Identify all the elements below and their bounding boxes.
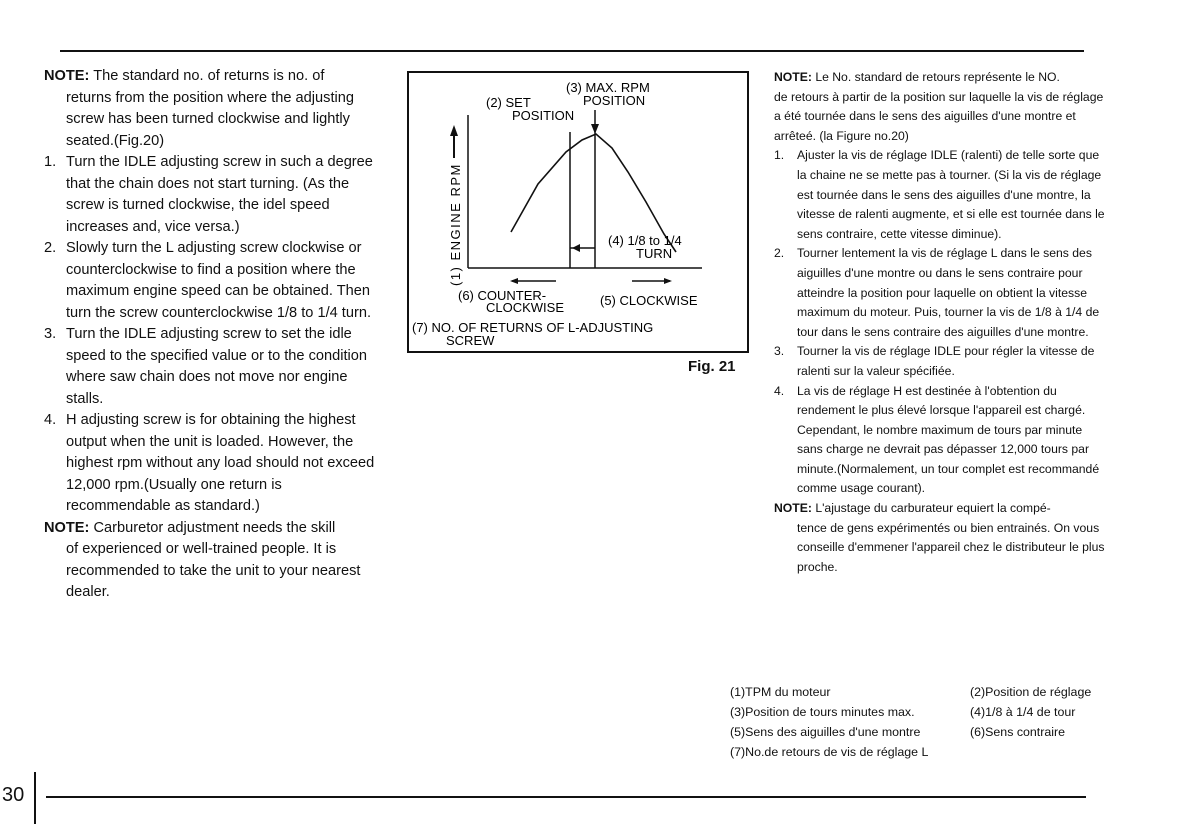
step-number: 4. <box>774 383 785 398</box>
step-number: 2. <box>774 246 785 261</box>
english-step-3 <box>44 324 380 410</box>
legend-item: (1)TPM du moteur <box>730 685 831 699</box>
legend-item: (4)1/8 à 1/4 de tour <box>970 705 1076 719</box>
legend-item: (6)Sens contraire <box>970 725 1066 739</box>
legend <box>730 682 1091 762</box>
legend-item: (5)Sens des aiguilles d'une montre <box>730 725 921 739</box>
french-step-1 <box>774 146 1110 244</box>
french-step-4 <box>774 382 1110 500</box>
step-number: 1. <box>44 154 57 170</box>
note-first-line: The standard no. of returns is no. of <box>93 68 325 84</box>
max-rpm-label-2: POSITION <box>583 93 646 108</box>
step-text: Ajuster la vis de réglage IDLE (ralenti) de telle sorte que la chaine ne se mette pas à tourner. (Si la vis de réglage est tournée dans le sens des aiguilles d'une montre, la vitesse de ralenti augmente, et si elle est tournée dans le sens contraire, cette vitesse diminue). <box>797 148 1105 241</box>
max-rpm-arrowhead <box>591 124 599 134</box>
step-text: Turn the IDLE adjusting screw to set the idle speed to the specified value or to the condition where saw chain does not move nor engine stalls. <box>66 326 367 407</box>
english-note-2 <box>44 518 380 604</box>
step-text: La vis de réglage H est destinée à l'obtention du rendement le plus élevé lorsque l'appareil est chargé. Cependant, le nombre maximum de tours par minute sans charge ne devrait pas dépasser 12,000 tours par minute.(Normalement, un tour complet est recommandé comme usage courant). <box>797 383 1100 496</box>
step-number: 3. <box>774 344 785 359</box>
french-step-3 <box>774 342 1110 381</box>
step-number: 4. <box>44 412 57 428</box>
note-body: de retours à partir de la position sur laquelle la vis de réglage a été tournée dans le sens des aiguilles d'une montre et arrêteé. (la Figure no.20) <box>774 89 1104 143</box>
clockwise-label: (5) CLOCKWISE <box>600 293 698 308</box>
note-first-line: Le No. standard de retours représente le NO. <box>815 70 1060 84</box>
legend-row <box>730 682 1091 702</box>
step-number: 1. <box>774 148 785 163</box>
returns-label-2: SCREW <box>446 333 495 348</box>
step-number: 3. <box>44 326 57 342</box>
note-body: returns from the position where the adjusting screw has been turned clockwise and lightly seated.(Fig.20) <box>66 89 354 149</box>
legend-row <box>730 742 1091 762</box>
turn-range-arrowhead <box>572 244 580 252</box>
clockwise-arrowhead <box>664 278 672 284</box>
note-body: tence de gens expérimentés ou bien entrainés. On vous conseille d'emmener l'appareil chez le distributeur le plus proche. <box>797 520 1105 574</box>
returns-label-1: (7) NO. OF RETURNS OF L-ADJUSTING <box>412 320 654 335</box>
y-axis-label: (1) ENGINE RPM <box>448 163 463 286</box>
english-column <box>44 66 380 604</box>
english-step-1 <box>44 152 380 238</box>
step-text: Slowly turn the L adjusting screw clockwise or counterclockwise to find a position where the maximum engine speed can be obtained. Then turn the screw counterclockwise 1/8 to 1/4 turn. <box>66 240 371 321</box>
french-note-2 <box>774 499 1110 577</box>
step-text: H adjusting screw is for obtaining the highest output when the unit is loaded. However, the highest rpm without any load should not exceed 12,000 rpm.(Usually one return is recommendable as standard.) <box>66 412 375 514</box>
y-axis-arrowhead <box>450 125 458 136</box>
note-label: NOTE: <box>774 501 812 516</box>
bottom-rule <box>46 796 1086 798</box>
english-note-1 <box>44 66 380 152</box>
counterclockwise-arrowhead <box>510 278 518 284</box>
note-label: NOTE: <box>44 68 90 84</box>
note-first-line: Carburetor adjustment needs the skill <box>93 519 336 536</box>
top-rule <box>60 50 1084 52</box>
english-step-2 <box>44 238 380 324</box>
figure-caption: Fig. 21 <box>688 358 736 375</box>
english-step-4 <box>44 410 380 518</box>
counterclockwise-label-2: CLOCKWISE <box>486 300 565 315</box>
figure-21-diagram <box>406 70 750 354</box>
legend-item: (2)Position de réglage <box>970 685 1092 699</box>
legend-item: (7)No.de retours de vis de réglage L <box>730 745 929 759</box>
french-step-2 <box>774 244 1110 342</box>
step-number: 2. <box>44 240 57 256</box>
legend-row <box>730 702 1091 722</box>
max-rpm-label-1: (3) MAX. RPM <box>566 80 650 95</box>
note-label: NOTE: <box>44 519 90 536</box>
step-text: Turn the IDLE adjusting screw in such a degree that the chain does not start turning. (As the screw is turned clockwise, the idel speed increases and, vice versa.) <box>66 154 373 235</box>
counterclockwise-label-1: (6) COUNTER- <box>458 288 547 303</box>
french-column <box>774 68 1110 577</box>
step-text: Tourner lentement la vis de réglage L dans le sens des aiguilles d'une montre ou dans le sens contraire pour atteindre la position pour laquelle on obtient la vitesse maximum du moteur. Puis, tourner la vis de 1/8 à 1/4 de tour dans le sens contraire des aiguilles d'une montre. <box>797 246 1100 339</box>
page-number: 30 <box>2 784 25 806</box>
turn-label-1: (4) 1/8 to 1/4 <box>608 233 682 248</box>
legend-row <box>730 722 1091 742</box>
french-note-1 <box>774 68 1110 146</box>
set-position-label-1: (2) SET <box>486 95 531 110</box>
page-number-divider <box>34 772 36 824</box>
step-text: Tourner la vis de réglage IDLE pour régler la vitesse de ralenti sur la valeur spécifiée. <box>797 344 1095 378</box>
set-position-label-2: POSITION <box>512 108 575 123</box>
note-first-line: L'ajustage du carburateur equiert la compé- <box>815 501 1051 516</box>
turn-label-2: TURN <box>636 246 673 261</box>
note-body: of experienced or well-trained people. It is recommended to take the unit to your nearest dealer. <box>66 541 361 600</box>
note-label: NOTE: <box>774 70 812 84</box>
legend-item: (3)Position de tours minutes max. <box>730 705 915 719</box>
